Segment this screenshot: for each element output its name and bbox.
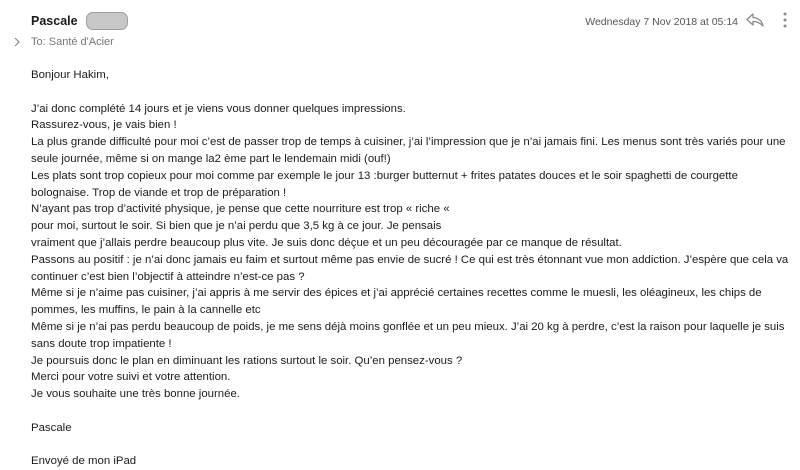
message-line: continuer c’est bien l’objectif à atteindre n’est-ce pas ?: [31, 270, 305, 283]
message-line: Envoyé de mon iPad: [31, 455, 137, 468]
message-header: [0, 0, 800, 56]
message-line: Passons au positif : je n’ai donc jamais eu faim et surtout même pas envie de sucré ! Ce qui est très étonnant vue mon addiction. J’espère que cela va: [31, 253, 789, 266]
message-line: Les plats sont trop copieux pour moi comme par exemple le jour 13 :burger butternut + frites patates douces et le soir spaghetti de courgette: [31, 169, 738, 182]
message-line: Même si je n’ai pas perdu beaucoup de poids, je me sens déjà moins gonflée et un peu mieux. J’ai 20 kg à perdre, c’est la raison pour laquelle je suis: [31, 320, 785, 333]
more-options-icon[interactable]: [778, 10, 792, 30]
message-line: bolognaise. Trop de viande et trop de préparation !: [31, 186, 287, 199]
chevron-right-icon[interactable]: [12, 35, 22, 47]
recipient-line: [31, 36, 114, 48]
redacted-sender-address: [86, 12, 128, 30]
blank-line: [31, 403, 791, 420]
to-label: To:: [31, 36, 46, 48]
message-line: vraiment que j’allais perdre beaucoup plus vite. Je suis donc déçue et un peu découragée par ce manque de résultat.: [31, 236, 622, 249]
blank-line: [31, 437, 791, 454]
message-line: sans doute trop impatiente !: [31, 337, 172, 350]
message-line: J’ai donc complété 14 jours et je viens vous donner quelques impressions.: [31, 102, 406, 115]
message-line: seule journée, même si on mange la2 ème part le lendemain midi (ouf!): [31, 152, 391, 165]
message-line: Rassurez-vous, je vais bien !: [31, 119, 177, 132]
message-line: Pascale: [31, 421, 72, 434]
message-line: Bonjour Hakim,: [31, 69, 109, 81]
message-line: pour moi, surtout le soir. Si bien que je n’ai perdu que 3,5 kg à ce jour. Je pensais: [31, 220, 442, 233]
message-line: Je poursuis donc le plan en diminuant les rations surtout le soir. Qu’en pensez-vous ?: [31, 354, 463, 367]
message-line: Je vous souhaite une très bonne journée.: [31, 388, 240, 401]
reply-icon[interactable]: [745, 11, 765, 29]
message-date: Wednesday 7 Nov 2018 at 05:14: [585, 16, 738, 28]
message-body: [31, 67, 791, 470]
message-line: N’ayant pas trop d’activité physique, je pense que cette nourriture est trop « riche «: [31, 203, 450, 216]
message-line: pommes, les muffins, le pain à la cannelle etc: [31, 304, 261, 317]
sender-name[interactable]: Pascale: [31, 14, 78, 28]
blank-line: [31, 84, 791, 101]
recipient-name[interactable]: Santé d'Acier: [48, 36, 114, 48]
message-line: La plus grande difficulté pour moi c’est de passer trop de temps à cuisiner, j’ai l’impression que je n’ai jamais fini. Les menus sont très variés pour une: [31, 136, 786, 149]
message-line: Même si je n’aime pas cuisiner, j’ai appris à me servir des épices et j’ai apprécié certaines recettes comme le muesli, les oléagineux, les chips de: [31, 287, 762, 300]
message-line: Merci pour votre suivi et votre attention.: [31, 371, 231, 384]
